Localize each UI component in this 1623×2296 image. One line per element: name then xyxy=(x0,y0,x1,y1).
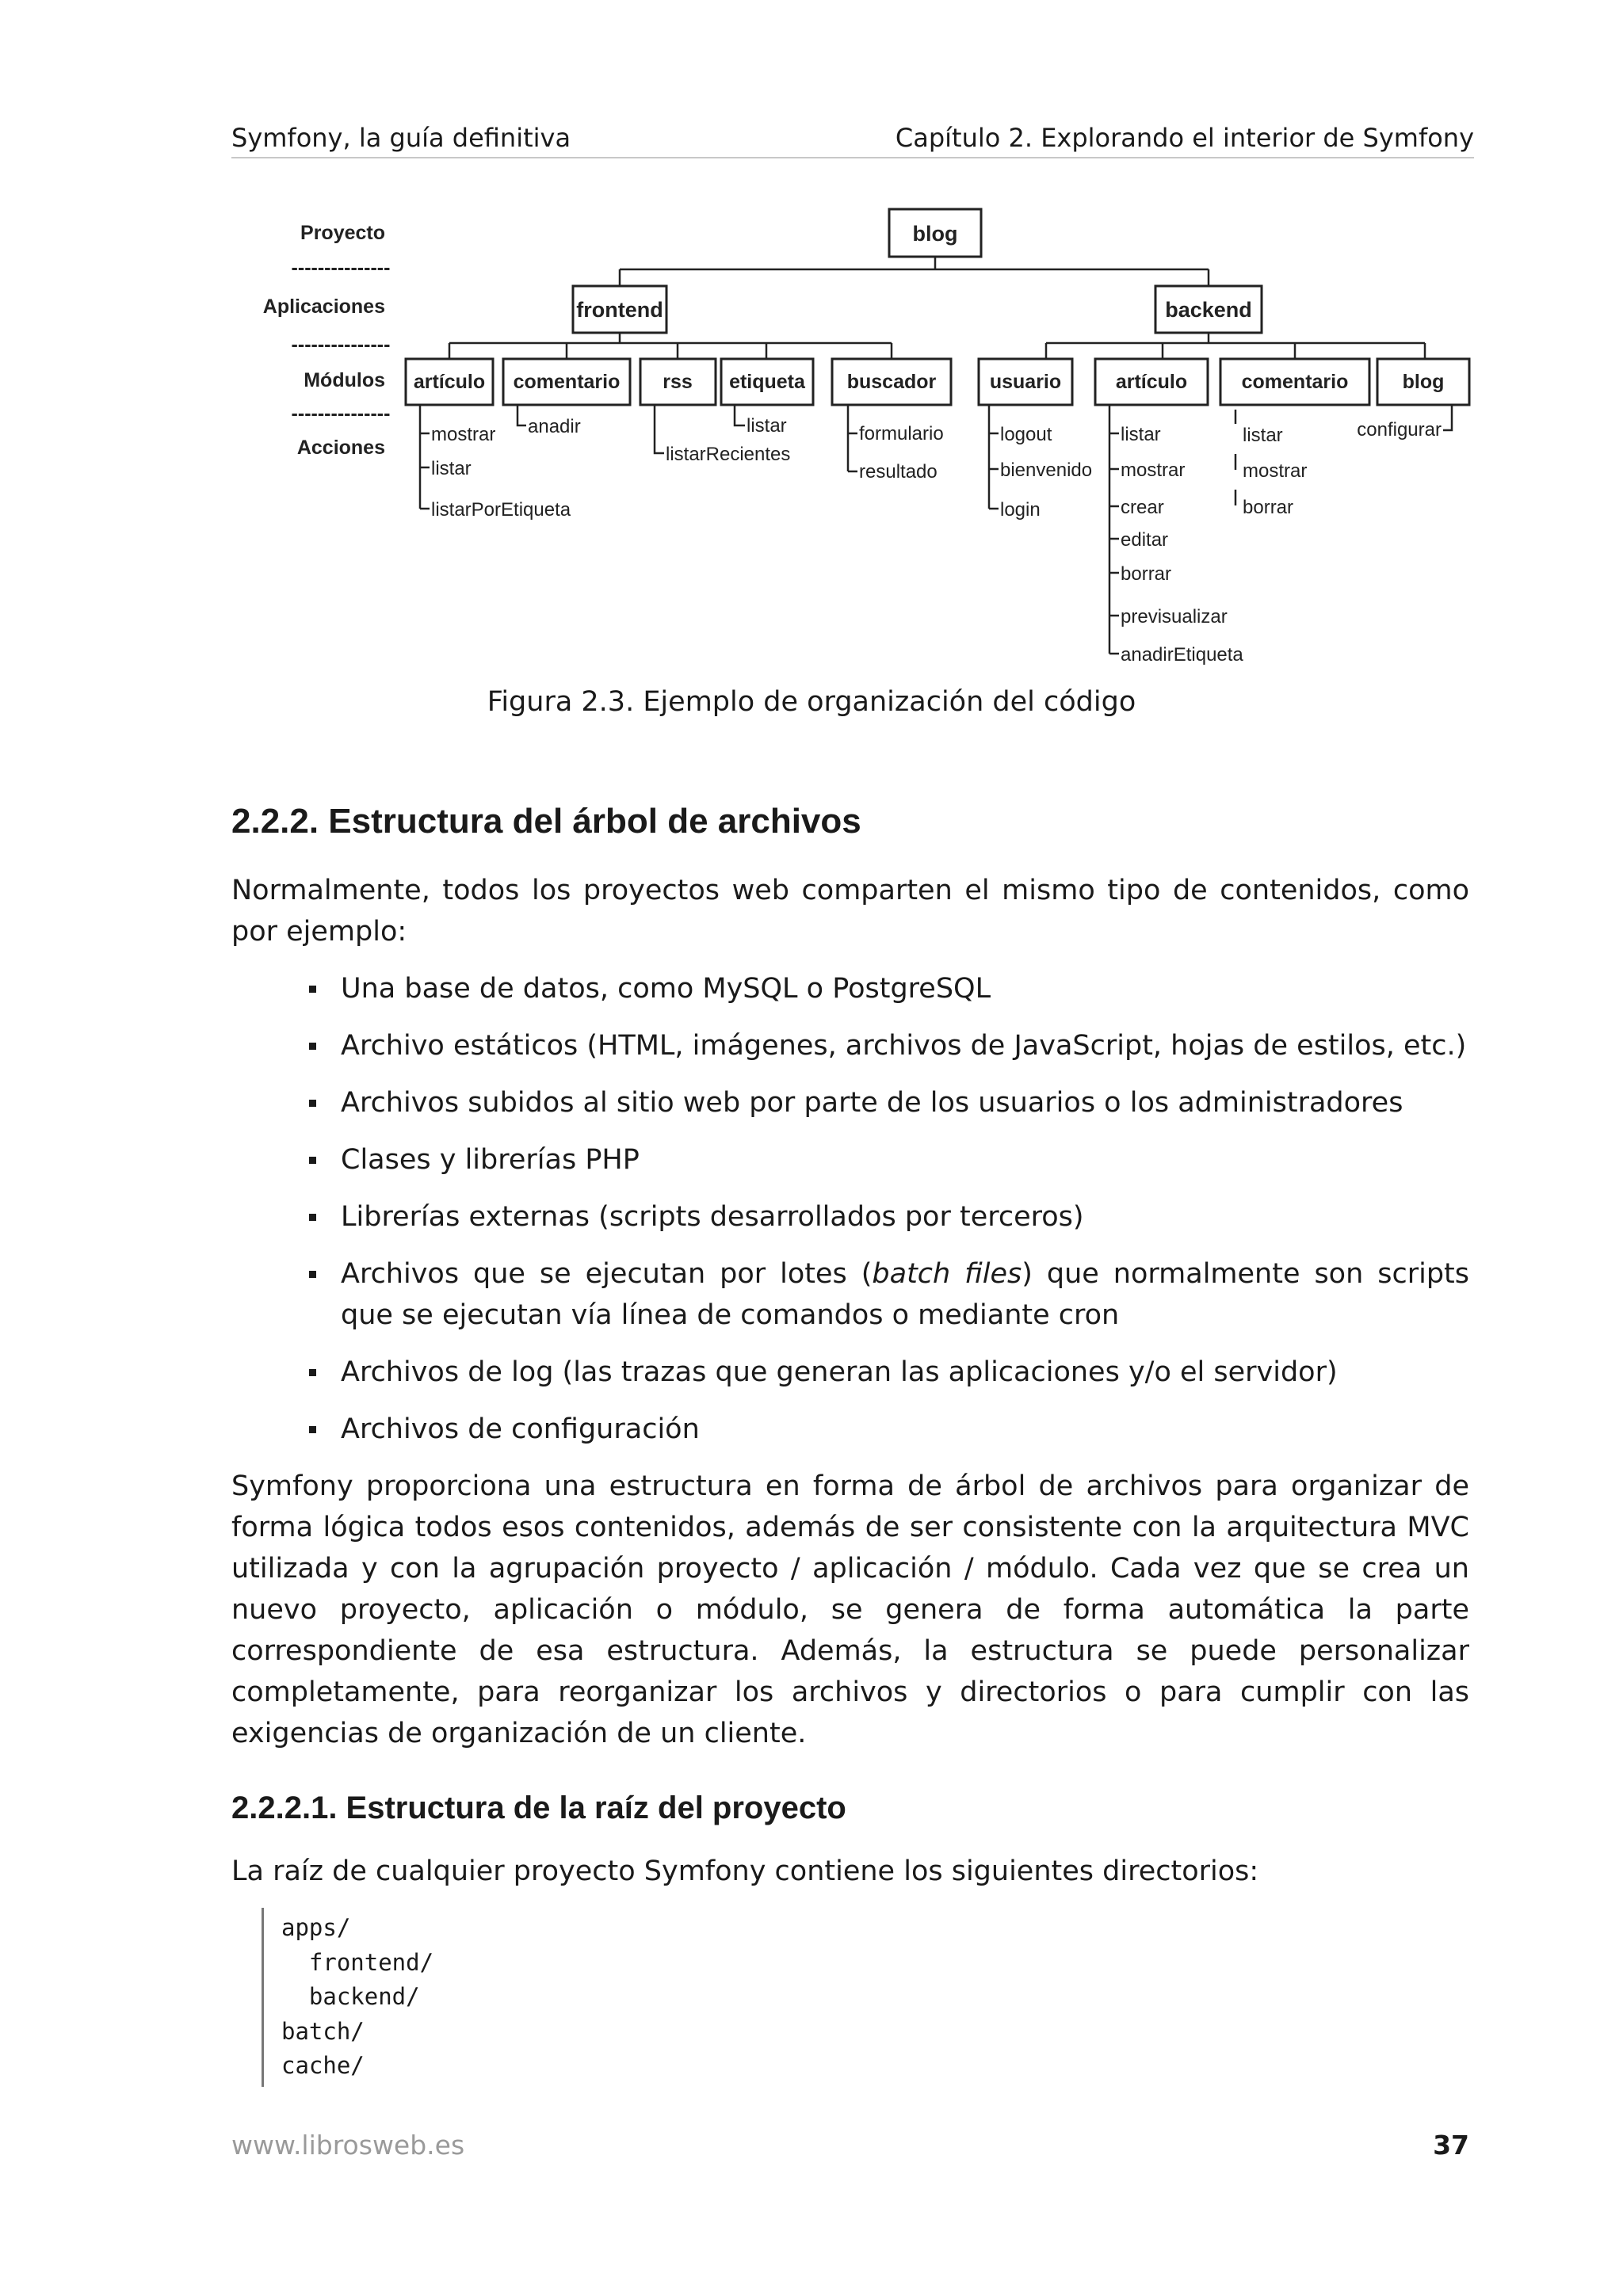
level-aplicaciones: Aplicaciones xyxy=(262,296,385,318)
level-separator: --------------- xyxy=(291,334,391,356)
section-intro: Normalmente, todos los proyectos web comparten el mismo tipo de contenidos, como por ejemplo: xyxy=(231,875,1469,948)
action-label: resultado xyxy=(859,461,938,482)
list-item: Archivos de configuración xyxy=(309,1409,1469,1450)
action-label: crear xyxy=(1121,497,1164,518)
level-modulos: Módulos xyxy=(304,369,385,391)
app-frontend: frontend xyxy=(576,298,663,322)
module-articulo-backend: artículo xyxy=(1115,371,1188,393)
footer-site: www.librosweb.es xyxy=(231,2130,465,2161)
action-label: listarRecientes xyxy=(666,444,791,465)
list-item: Archivos que se ejecutan por lotes (batch files) que normalmente son scripts que se ejecutan vía línea de comandos o mediante cron xyxy=(309,1253,1469,1336)
book-title: Symfony, la guía definitiva xyxy=(231,123,571,153)
action-label: login xyxy=(1000,499,1041,521)
level-separator: --------------- xyxy=(291,257,391,279)
page-number: 37 xyxy=(1433,2130,1469,2161)
level-separator: --------------- xyxy=(291,402,391,425)
list-item: Archivos de log (las trazas que generan las aplicaciones y/o el servidor) xyxy=(309,1352,1469,1393)
module-comentario-frontend: comentario xyxy=(513,371,621,393)
module-blog-backend: blog xyxy=(1402,371,1445,393)
action-label: mostrar xyxy=(431,424,496,445)
action-label: logout xyxy=(1000,424,1052,445)
module-articulo-frontend: artículo xyxy=(413,371,486,393)
action-label: listar xyxy=(1121,424,1161,445)
action-label: bienvenido xyxy=(1000,460,1093,481)
action-label: borrar xyxy=(1243,497,1294,518)
list-item: Clases y librerías PHP xyxy=(309,1139,1469,1180)
action-label: configurar xyxy=(1357,419,1442,441)
action-label: listar xyxy=(747,415,787,437)
list-item: Archivo estáticos (HTML, imágenes, archivos de JavaScript, hojas de estilos, etc.) xyxy=(309,1025,1469,1066)
figure-caption: Figura 2.3. Ejemplo de organización del código xyxy=(487,686,1136,718)
module-buscador: buscador xyxy=(846,371,937,393)
module-comentario-backend: comentario xyxy=(1241,371,1349,393)
action-label: listar xyxy=(431,458,472,479)
module-etiqueta: etiqueta xyxy=(729,371,805,393)
action-label: anadir xyxy=(528,416,581,437)
module-rss: rss xyxy=(663,371,693,393)
level-acciones: Acciones xyxy=(296,437,385,459)
level-proyecto: Proyecto xyxy=(300,222,385,244)
subsection-heading: 2.2.2.1. Estructura de la raíz del proyecto xyxy=(231,1791,846,1825)
action-label: listarPorEtiqueta xyxy=(431,499,571,521)
action-label: borrar xyxy=(1121,563,1172,585)
subsection-intro: La raíz de cualquier proyecto Symfony contiene los siguientes directorios: xyxy=(231,1855,1259,1887)
module-usuario: usuario xyxy=(989,371,1062,393)
action-label: mostrar xyxy=(1121,460,1186,481)
action-label: listar xyxy=(1243,425,1283,446)
content-types-list xyxy=(309,968,1469,1466)
action-label: anadirEtiqueta xyxy=(1121,644,1243,666)
italic-term: batch files xyxy=(872,1258,1022,1290)
list-item: Archivos subidos al sitio web por parte de los usuarios o los administradores xyxy=(309,1082,1469,1123)
app-backend: backend xyxy=(1165,298,1252,322)
action-label: formulario xyxy=(859,423,944,444)
action-label: mostrar xyxy=(1243,460,1308,482)
action-label: previsualizar xyxy=(1121,606,1228,627)
project-blog: blog xyxy=(912,222,958,246)
code-organization-diagram xyxy=(230,202,1482,677)
action-label: editar xyxy=(1121,529,1169,551)
chapter-title: Capítulo 2. Explorando el interior de Symfony xyxy=(895,123,1474,153)
list-item: Librerías externas (scripts desarrollados por terceros) xyxy=(309,1196,1469,1238)
body-paragraph: Symfony proporciona una estructura en forma de árbol de archivos para organizar de forma lógica todos esos contenidos, además de ser consistente con la arquitectura MVC utilizada y con la agrupación proyecto / aplicación / módulo. Cada vez que se crea un nuevo proyecto, aplicación o módulo, se genera de forma automática la parte correspondiente de esa estructura. Además, la estructura se puede personalizar completamente, para reorganizar los archivos y directorios o para cumplir con las exigencias de organización de un cliente. xyxy=(231,1470,1469,1749)
running-header xyxy=(231,119,1474,158)
list-item: Una base de datos, como MySQL o PostgreSQL xyxy=(309,968,1469,1009)
code-listing: apps/ frontend/ backend/ batch/ cache/ xyxy=(262,1908,757,2087)
section-heading: 2.2.2. Estructura del árbol de archivos xyxy=(231,802,861,841)
